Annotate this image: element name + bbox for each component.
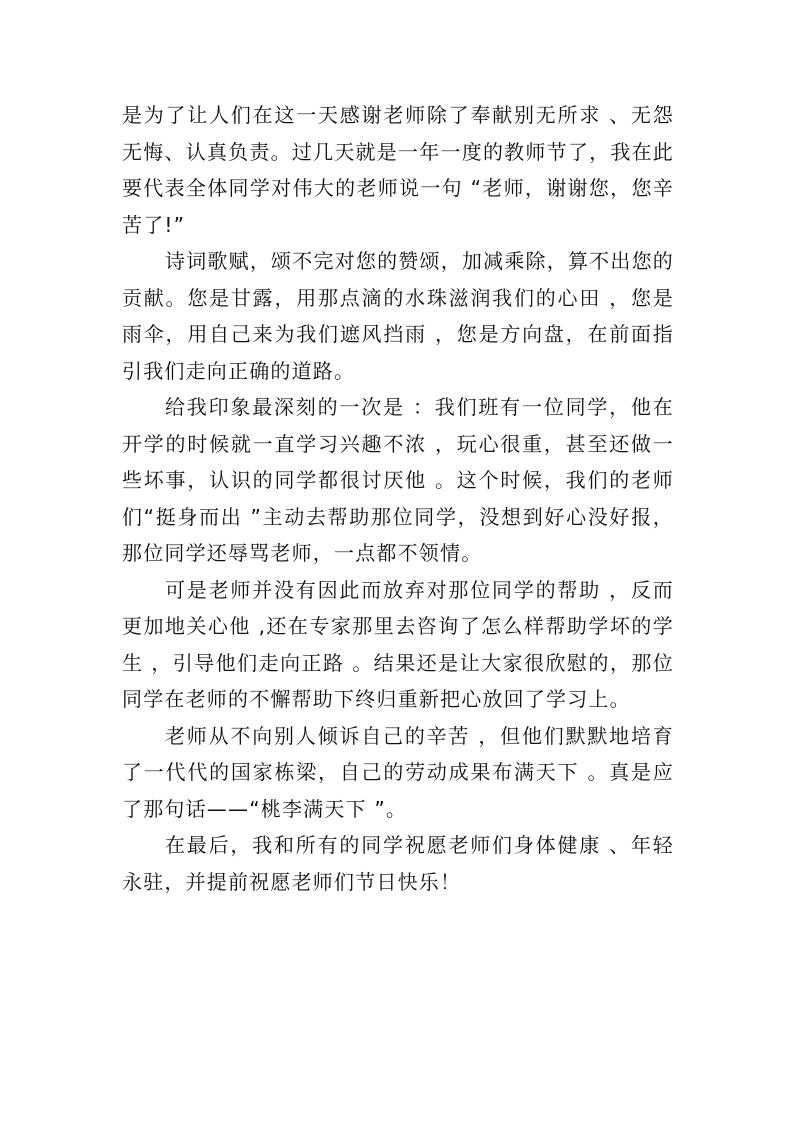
paragraph-5: 老师从不向别人倾诉自己的辛苦 ，但他们默默地培育了一代代的国家栋梁，自己的劳动成果布满天下 。真是应了那句话——“桃李满天下 ”。: [122, 723, 674, 821]
paragraph-6: 在最后，我和所有的同学祝愿老师们身体健康 、年轻永驻，并提前祝愿老师们节日快乐！: [122, 833, 674, 894]
paragraph-2: 诗词歌赋，颂不完对您的赞颂，加减乘除，算不出您的贡献。您是甘露，用那点滴的水珠滋润我们的心田 ，您是雨伞，用自己来为我们遮风挡雨 ，您是方向盘，在前面指引我们走向正确的道路。: [122, 249, 674, 383]
paragraph-4: 可是老师并没有因此而放弃对那位同学的帮助 ，反而更加地关心他 ,还在专家那里去咨询了怎么样帮助学坏的学生 ，引导他们走向正路 。结果还是让大家很欣慰的，那位同学在老师的不懈帮助下终归重新把心放回了学习上。: [122, 577, 674, 711]
paragraph-3: 给我印象最深刻的一次是 ：我们班有一位同学，他在开学的时候就一直学习兴趣不浓 ，玩心很重，甚至还做一些坏事，认识的同学都很讨厌他 。这个时候，我们的老师们“挺身而出 ”主动去帮助那位同学，没想到好心没好报，那位同学还辱骂老师，一点都不领情。: [122, 395, 674, 565]
paragraph-1: 是为了让人们在这一天感谢老师除了奉献别无所求 、无怨无悔、认真负责。过几天就是一年一度的教师节了，我在此要代表全体同学对伟大的老师说一句 “老师，谢谢您，您辛苦了!”: [122, 103, 674, 237]
document-body: [122, 97, 674, 900]
